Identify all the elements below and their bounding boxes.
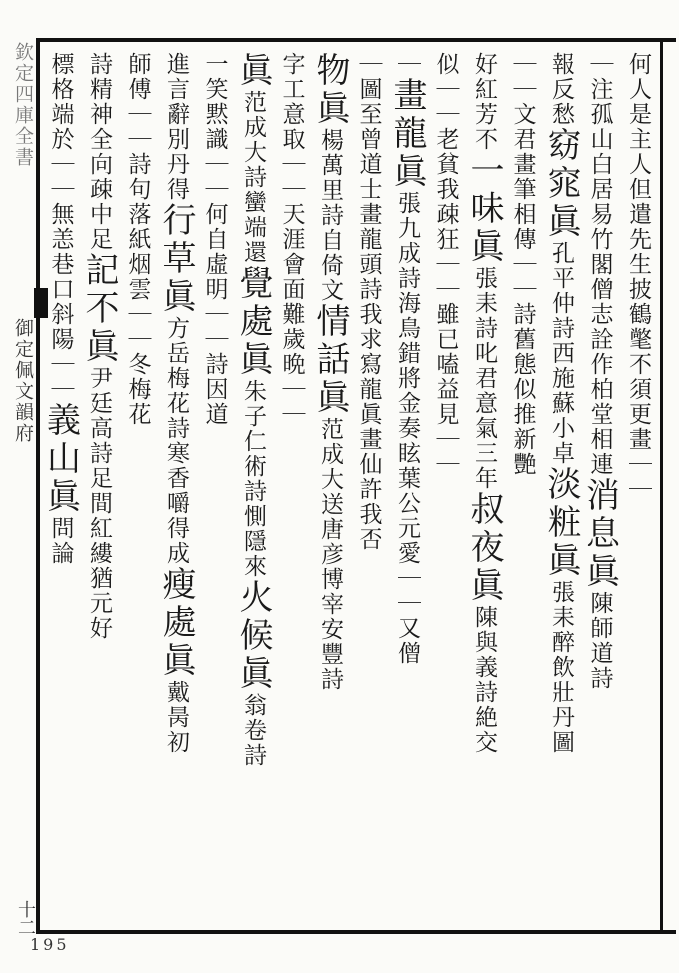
text-run: 老貧我疎狂｜｜ bbox=[432, 127, 459, 302]
text-run: 陳師道詩 bbox=[586, 591, 613, 691]
text-run: 何人是主人但遣先生披鶴氅不須更畫｜｜ bbox=[625, 52, 651, 502]
margin-header: 欽定四庫全書 bbox=[12, 42, 34, 168]
text-run: 詩句落紙烟雲｜｜ bbox=[124, 152, 151, 352]
text-run: ｜ bbox=[394, 52, 420, 77]
headword: 消息眞 bbox=[579, 477, 620, 591]
bottom-border bbox=[36, 930, 676, 934]
text-run: 文君畫筆相傳｜｜ bbox=[509, 102, 536, 302]
text-run: 標格端於｜｜ bbox=[47, 52, 74, 202]
text-run: 冬梅花 bbox=[124, 352, 151, 427]
text-run: 無恙巷口斜陽｜｜ bbox=[47, 202, 74, 402]
text-run: 師傅｜｜ bbox=[124, 52, 151, 152]
text-run: ｜｜ bbox=[509, 52, 536, 102]
text-run: 詩精神全向疎中足 bbox=[86, 52, 112, 252]
text-run: 范成大送唐彦博宰安豐詩 bbox=[317, 417, 343, 692]
margin-book-title: 御定佩文韻府 bbox=[12, 318, 34, 444]
headword: 瘦處眞 bbox=[156, 566, 196, 680]
folio-number: 十二 bbox=[15, 900, 36, 936]
text-run: 何自虛明｜｜ bbox=[201, 202, 228, 352]
headword: 一味眞 bbox=[464, 152, 504, 266]
headword: 行草眞 bbox=[156, 202, 196, 316]
text-run: 報反愁 bbox=[548, 52, 574, 127]
text-run: 張九成詩海鳥錯將金奏眩葉公元愛｜｜ bbox=[394, 191, 420, 616]
text-run: 方岳梅花詩寒香嚼得成 bbox=[163, 316, 189, 566]
page-number: 195 bbox=[30, 935, 70, 954]
text-run: 戴昺初 bbox=[163, 680, 189, 755]
text-run: 問論 bbox=[47, 516, 74, 566]
text-run: ｜注孤山白居易竹閣僧志詮作柏堂相連 bbox=[586, 52, 613, 477]
text-run: 天涯會面難歲晩｜｜ bbox=[278, 202, 305, 427]
text-column bbox=[38, 52, 84, 930]
text-run: 陳與義詩絶交 bbox=[471, 605, 497, 755]
headword: 眞 bbox=[233, 52, 273, 90]
text-run: 圖至曾道士畫龍頭詩我求寫龍眞畫仙許我否 bbox=[355, 77, 382, 552]
text-run: 張耒醉飲壯丹圖 bbox=[548, 580, 574, 755]
headword: 義山眞 bbox=[40, 402, 81, 516]
headword: 叔夜眞 bbox=[464, 491, 504, 605]
text-run: 似｜｜ bbox=[432, 52, 459, 127]
headword: 淡粧眞 bbox=[541, 466, 581, 580]
headword: 覺處眞 bbox=[233, 265, 273, 379]
top-border bbox=[36, 38, 676, 42]
text-run: 詩因道 bbox=[201, 352, 228, 427]
headword: 記不眞 bbox=[79, 252, 119, 366]
text-run: 好紅芳不 bbox=[471, 52, 497, 152]
text-run: 張耒詩叱君意氣三年 bbox=[471, 266, 497, 491]
headword: 物眞 bbox=[310, 52, 350, 128]
text-run: 尹廷高詩足間紅縷猶 bbox=[86, 366, 112, 591]
text-run: 朱子仁術詩惻隱來 bbox=[240, 379, 266, 579]
text-run: 雖已嗑益見｜｜ bbox=[432, 302, 459, 477]
headword: 窈窕眞 bbox=[541, 127, 581, 241]
text-run: 字工意取｜｜ bbox=[278, 52, 305, 202]
text-run: 翁卷詩 bbox=[240, 693, 266, 768]
text-run: 楊萬里詩自倚文 bbox=[317, 128, 343, 303]
text-run: 范成大詩蠻端還 bbox=[240, 90, 266, 265]
headword: 火候眞 bbox=[233, 579, 273, 693]
headword: 畫龍眞 bbox=[387, 77, 427, 191]
text-run: 進言辭別丹得 bbox=[163, 52, 189, 202]
text-run: 孔平仲詩西施蘇小卓 bbox=[548, 241, 574, 466]
text-run: 又僧 bbox=[394, 616, 420, 666]
text-run: 一笑黙識｜｜ bbox=[201, 52, 228, 202]
text-run: 詩舊態似推新艷 bbox=[509, 302, 536, 477]
text-run: ｜ bbox=[355, 52, 382, 77]
headword: 情話眞 bbox=[310, 303, 350, 417]
text-run: 元好 bbox=[86, 591, 112, 641]
